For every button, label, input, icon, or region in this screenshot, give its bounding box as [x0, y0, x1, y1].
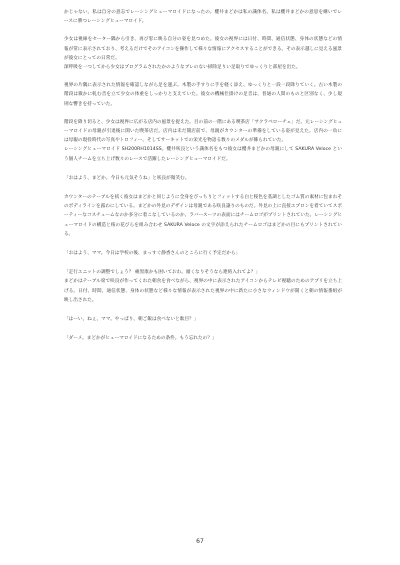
page-number: 67 [196, 538, 204, 545]
paragraph: かじゃない。私は自分の意志でレーシングヒューマロイドになったの。櫻井まどかは私の識体名。私は櫻井まどかの意思を継いでレースに勝つレーシングヒューマロイド。 [64, 10, 342, 25]
paragraph: 少女は視線をセーター隅から引き、再び窓に映る自分の姿を見つめた。彼女の視界には日付、時間、通信状態、身体の状態などの情報が常に表示されており、考えるだけでそのアイコンを操作して様々な情報にアクセスすることができる。その表示越しに見える風景が彼女にとっての日常だ。 [64, 37, 342, 61]
dialogue-line: 「走行ユニットの調整でしょう？ 痛黒康かも困いておわ。頭くなりそうなら連絡入れてよ？」 [64, 270, 261, 276]
dialogue-line: 「ダーメ。まどかがヒューマロイドになるための条件。もう忘れたの？」 [64, 336, 217, 342]
dialogue-line: 「おはよう、ママ。今日は学校の後、まっすぐ静香さんのところに行く予定だから」 [64, 251, 241, 257]
paragraph: まどかはテーブル席で咲良が作ってくれた朝食を食べながら、視界の中に表示されたアイコンからテレビ視聴のためのアプリを立ち上げる。日付、時間、通信状態、身体の状態など様々な情報が表示された視界の中に新たに小さなウィンドウが開くと朝の情報番組が映し出された。 [64, 279, 342, 303]
paragraph: 階段を降り切ると、少女は視界に広がる店内の風景を捉えた。目の前の一階にある喫茶店「サクラベローチェ」だ。元レーシングヒューマロイドの母親が引退後に開いた喫茶店だ。店内は未だ開店前で、母親がカウンターの準備をしている姿が見えた。店内の一角には母親の現役時代の写真やトロフィー、そしてサーキットでの栄光を物語る数々のメダルが飾られていた。 [64, 119, 343, 144]
paragraph: 深呼吸を一つしてから少女はプログラムされたかのようなブレのない掃除足りい足取りでゆっくりと部屋を出た。 [64, 65, 301, 71]
body-text [64, 8, 342, 343]
paragraph: 視界の片隅に表示された情報を確認しながら足を運ぶ。木製の手すりに手を軽く添え、ゆっくりと一段一段降りていく。古い木製の階段は微かに軋む音を立て少女の体重をしっかりと支えていた。彼女の機械仕掛けの足音は、普通の人間のものと区別なく、少し規則な響きを持っていた。 [64, 83, 342, 107]
paragraph: レーシングヒューマロイド SH200RH1014SS。櫻井咲良という識体名をもつ彼女は櫻井まどかの母親にして SAKURA Veloce という個人チームを立ち上げ数々のレースで活躍したレーシングヒューマロイドだ。 [64, 147, 342, 162]
paragraph: カウンターのテーブルを拭く彼女はまどかと同じように全身をぴっちりとフィットする白と桜色を基調としたゴム質の素材に包まれそのボディラインを露わにしている。まどかの外見のデザインは母親である咲良譲りのものだ。外見の上に直接エプロンを着ていてスポーティーなコスチュームなのか多分に着こなしているのか、ラバースーツの表面にはチームロゴがプリントされていた。レーシングヒューマロイドの構造と桜の花びらを組み合わせ SAKURA Veloce の文字が添えられたチームロゴはまどかの目にもプリントされている。 [64, 195, 342, 237]
dialogue-line: 「おはよう、まどか。今日も元気そうね」と咲良が微笑む。 [64, 175, 190, 181]
dialogue-line: 「はーい。ねぇ、ママ。やっぱり、朝ご飯は食べないと駄目？」 [64, 317, 199, 323]
